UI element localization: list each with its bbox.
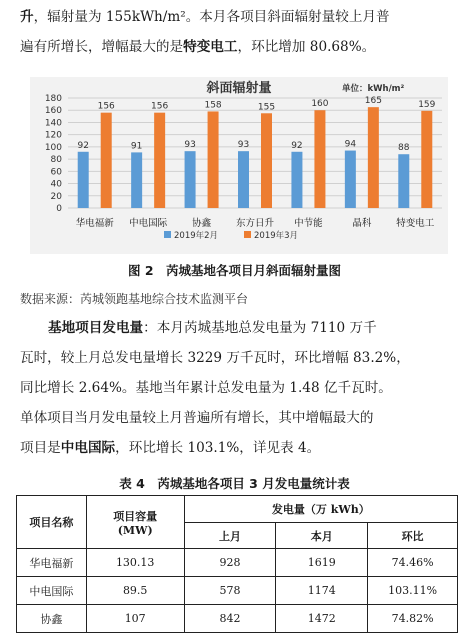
bar-mar: [314, 110, 325, 208]
text: ，环比增加 80.68%。: [237, 39, 376, 55]
text-bold: 中电国际: [60, 440, 116, 456]
header-last-month: 上月: [184, 523, 276, 549]
bar-feb: [131, 152, 142, 208]
text-bold: 升: [20, 9, 34, 25]
data-label: 93: [184, 140, 196, 151]
bar-mar: [368, 107, 379, 208]
x-tick-label: 中节能: [294, 218, 323, 229]
header-generation: 发电量（万 kWh）: [184, 496, 457, 523]
table-row: [17, 577, 458, 605]
cell-last: 842: [184, 605, 276, 633]
x-tick-label: 协鑫: [192, 218, 212, 229]
legend-label: 2019年3月: [254, 231, 299, 241]
bar-mar: [101, 113, 112, 208]
data-label: 88: [398, 143, 410, 154]
section-heading: 基地项目发电量: [48, 320, 144, 336]
bar-feb: [398, 154, 409, 208]
text: ，环比增长 103.1%，详见表 4。: [115, 440, 321, 456]
data-label: 156: [151, 101, 169, 112]
cell-name: 中电国际: [17, 577, 87, 605]
header-capacity-unit: (MW): [117, 523, 153, 537]
y-tick-label: 80: [50, 155, 62, 166]
cell-name: 华电福新: [17, 549, 87, 577]
chart-svg: [30, 77, 448, 254]
table-caption: 表 4 芮城基地各项目 3 月发电量统计表: [119, 476, 350, 491]
bar-feb: [345, 151, 356, 208]
text: 同比增长 2.64%。基地当年累计总发电量为 1.48 亿千瓦时。: [20, 380, 392, 396]
y-tick-label: 160: [44, 106, 62, 117]
text: 单体项目当月发电量较上月普遍所有增长，其中增幅最大的: [20, 410, 374, 426]
header-mom: 环比: [368, 523, 458, 549]
cell-capacity: 89.5: [86, 577, 184, 605]
paragraph-radiation: [20, 2, 456, 62]
data-label: 92: [291, 140, 303, 151]
data-label: 94: [344, 139, 357, 150]
text: 项目是: [20, 440, 61, 456]
table-row: [17, 605, 458, 633]
data-label: 158: [204, 100, 222, 111]
cell-last: 928: [184, 549, 276, 577]
bar-mar: [261, 113, 272, 208]
x-tick-label: 中电国际: [129, 218, 168, 229]
data-label: 156: [97, 101, 115, 112]
figure-caption: 图 2 芮城基地各项目月斜面辐射量图: [127, 263, 342, 278]
paragraph-generation: [20, 313, 456, 463]
cell-mom: 74.82%: [368, 605, 458, 633]
cell-mom: 103.11%: [368, 577, 458, 605]
header-capacity-label: 项目容量: [113, 509, 158, 523]
cell-this: 1174: [276, 577, 368, 605]
data-label: 165: [364, 96, 382, 107]
y-tick-label: 120: [44, 130, 62, 141]
generation-table: [16, 495, 458, 633]
bar-mar: [154, 113, 165, 208]
data-source: 数据来源：芮城领跑基地综合技术监测平台: [20, 292, 249, 306]
bar-feb: [185, 151, 196, 208]
bar-mar: [421, 111, 432, 208]
y-tick-label: 0: [56, 204, 62, 214]
radiation-chart: [30, 77, 448, 254]
y-tick-label: 40: [50, 179, 62, 190]
data-label: 93: [237, 140, 250, 151]
cell-this: 1619: [276, 549, 368, 577]
legend-swatch: [164, 231, 171, 238]
data-label: 159: [418, 99, 436, 110]
x-tick-label: 东方日升: [235, 218, 275, 229]
table-row: [17, 549, 458, 577]
plot-area: [45, 94, 442, 241]
y-tick-label: 140: [44, 118, 62, 129]
header-project-name: 项目名称: [17, 496, 87, 549]
x-tick-label: 晶科: [352, 218, 372, 229]
bar-mar: [208, 111, 219, 208]
y-tick-label: 60: [50, 167, 62, 178]
legend-label: 2019年2月: [174, 231, 219, 241]
bar-feb: [238, 151, 249, 208]
data-label: 160: [311, 99, 329, 110]
cell-this: 1472: [276, 605, 368, 633]
bar-feb: [291, 152, 302, 208]
cell-last: 578: [184, 577, 276, 605]
text: ：本月芮城基地总发电量为 7110 万千: [143, 320, 377, 336]
chart-unit-label: 单位：kWh/m²: [342, 84, 405, 94]
x-tick-label: 华电福新: [75, 218, 114, 229]
bar-feb: [78, 152, 89, 208]
chart-title: 斜面辐射量: [206, 81, 272, 96]
data-label: 155: [257, 102, 276, 113]
text: ，辐射量为 155kWh/m²。本月各项目斜面辐射量较上月普: [33, 9, 390, 25]
x-tick-label: 特变电工: [396, 218, 435, 229]
cell-capacity: 107: [86, 605, 184, 633]
header-capacity: [86, 496, 184, 549]
text-bold: 特变电工: [183, 39, 238, 55]
cell-capacity: 130.13: [86, 549, 184, 577]
text: 遍有所增长，增幅最大的是: [20, 39, 184, 55]
y-tick-label: 20: [50, 191, 62, 202]
cell-name: 协鑫: [17, 605, 87, 633]
y-tick-label: 100: [44, 142, 62, 153]
legend-swatch: [244, 231, 251, 238]
text: 瓦时，较上月总发电量增长 3229 万千瓦时，环比增幅 83.2%，: [20, 350, 410, 366]
header-this-month: 本月: [276, 523, 368, 549]
y-tick-label: 180: [44, 94, 62, 104]
data-label: 91: [130, 141, 143, 152]
cell-mom: 74.46%: [368, 549, 458, 577]
data-label: 92: [77, 140, 89, 151]
